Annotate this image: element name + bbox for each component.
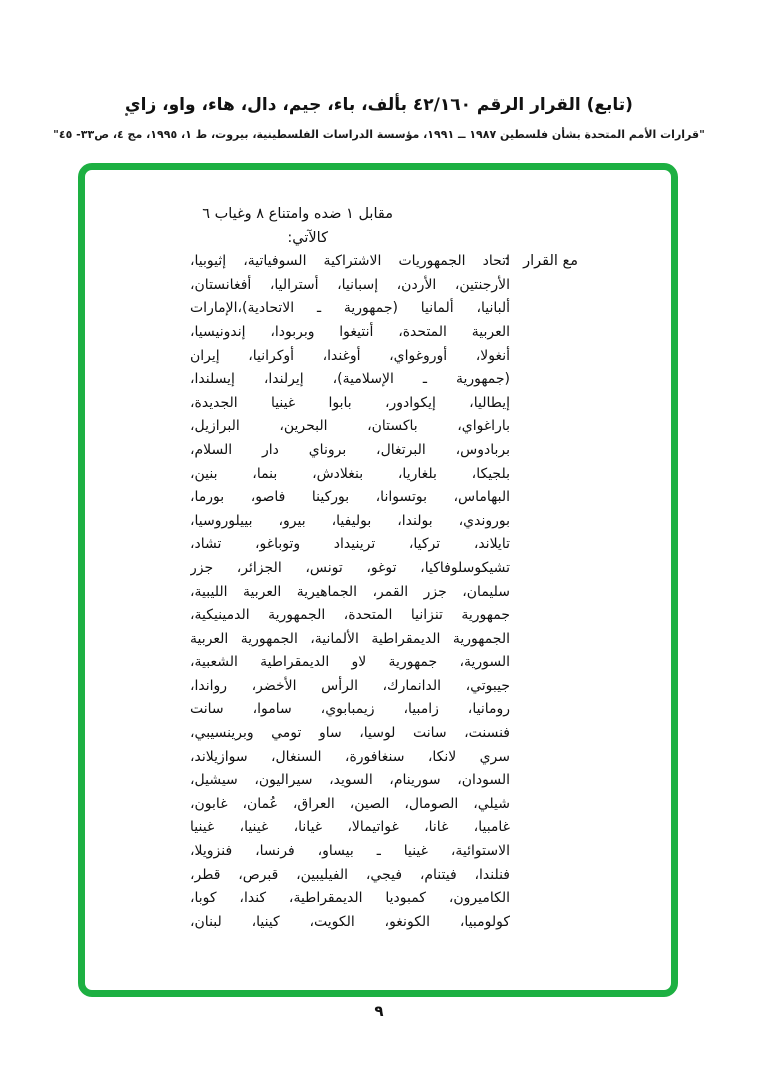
resolution-title: (تابع) القرار الرقم ٤٢/١٦٠ بألف، باء، جيم، دال، هاء، واو، زاي bbox=[125, 95, 633, 115]
country-list-line: بوروندي، بولندا، بوليفيا، بيرو، بييلوروسيا، bbox=[190, 512, 510, 529]
vote-intro-line: كالآتي: bbox=[287, 229, 328, 246]
country-list-line: سري لانكا، سنغافورة، السنغال، سوازيلاند، bbox=[190, 748, 510, 765]
country-list-line: اتحاد الجمهوريات الاشتراكية السوفياتية، إثيوبيا، bbox=[190, 253, 510, 270]
with-resolution-paragraph bbox=[190, 250, 578, 934]
country-list-line: تشيكوسلوفاكيا، توغو، تونس، الجزائر، جزر bbox=[190, 559, 510, 576]
vote-tally-line: مقابل ١ ضده وامتناع ٨ وغياب ٦ bbox=[202, 206, 393, 222]
country-list-line: باراغواي، باكستان، البحرين، البرازيل، bbox=[190, 418, 510, 435]
country-list-line: سليمان، جزر القمر، الجماهيرية العربية الليبية، bbox=[190, 583, 510, 600]
page-number: ٩ bbox=[374, 1002, 384, 1020]
country-list-line: ألبانيا، ألمانيا (جمهورية ـ الاتحادية)،الإمارات bbox=[190, 300, 510, 317]
country-list-line: بلجيكا، بلغاريا، بنغلادش، بنما، بنين، bbox=[190, 465, 510, 482]
country-list-line: الجمهورية الديمقراطية الألمانية، الجمهورية العربية bbox=[190, 630, 510, 647]
source-citation: "قرارات الأمم المتحدة بشأن فلسطين ١٩٨٧ ــ ١٩٩١، مؤسسة الدراسات الفلسطينية، بيروت، ط ١، ١٩٩٥، مج ٤، ص٣٣- ٤٥" bbox=[53, 128, 705, 141]
country-list bbox=[190, 250, 510, 934]
country-list-line: رومانيا، زامبيا، زيمبابوي، ساموا، سانت bbox=[190, 701, 510, 718]
country-list-line: شيلي، الصومال، الصين، العراق، عُمان، غابون، bbox=[190, 795, 510, 812]
country-list-line: الاستوائية، غينيا ـ بيساو، فرنسا، فنزويلا، bbox=[190, 843, 510, 860]
country-list-line: الأرجنتين، الأردن، إسبانيا، أستراليا، أفغانستان، bbox=[190, 276, 510, 293]
country-list-line: الكاميرون، كمبوديا الديمقراطية، كندا، كوبا، bbox=[190, 890, 510, 907]
country-list-line: السودان، سورينام، السويد، سيراليون، سيشيل، bbox=[190, 772, 510, 789]
country-list-line: كولومبيا، الكونغو، الكويت، كينيا، لبنان، bbox=[190, 913, 510, 930]
country-list-line: السورية، جمهورية لاو الديمقراطية الشعبية، bbox=[190, 654, 510, 671]
resolution-text-block bbox=[190, 203, 578, 934]
country-list-line: (جمهورية ـ الإسلامية)، إيرلندا، إيسلندا، bbox=[190, 371, 510, 388]
country-list-line: بربادوس، البرتغال، بروناي دار السلام، bbox=[190, 441, 510, 458]
country-list-line: فنسنت، سانت لوسيا، ساو تومي وبرينسيبي، bbox=[190, 725, 510, 742]
country-list-line: البهاماس، بوتسوانا، بوركينا فاصو، بورما، bbox=[190, 489, 510, 506]
country-list-line: أنغولا، أوروغواي، أوغندا، أوكرانيا، إيران bbox=[190, 347, 510, 364]
country-list-line: فنلندا، فيتنام، فيجي، الفيليبين، قبرص، قطر، bbox=[190, 866, 510, 883]
country-list-line: غامبيا، غانا، غواتيمالا، غيانا، غينيا، غينيا bbox=[190, 819, 510, 836]
country-list-line: جمهورية تنزانيا المتحدة، الجمهورية الدمينيكية، bbox=[190, 607, 510, 624]
with-resolution-label: مع القرار : bbox=[504, 253, 578, 270]
country-list-line: جيبوتي، الدانمارك، الرأس الأخضر، رواندا، bbox=[190, 677, 510, 694]
country-list-line: إيطاليا، إيكوادور، بابوا غينيا الجديدة، bbox=[190, 394, 510, 411]
country-list-line: العربية المتحدة، أنتيغوا وبربودا، إندونيسيا، bbox=[190, 323, 510, 340]
country-list-line: تايلاند، تركيا، ترينيداد وتوباغو، تشاد، bbox=[190, 536, 510, 553]
